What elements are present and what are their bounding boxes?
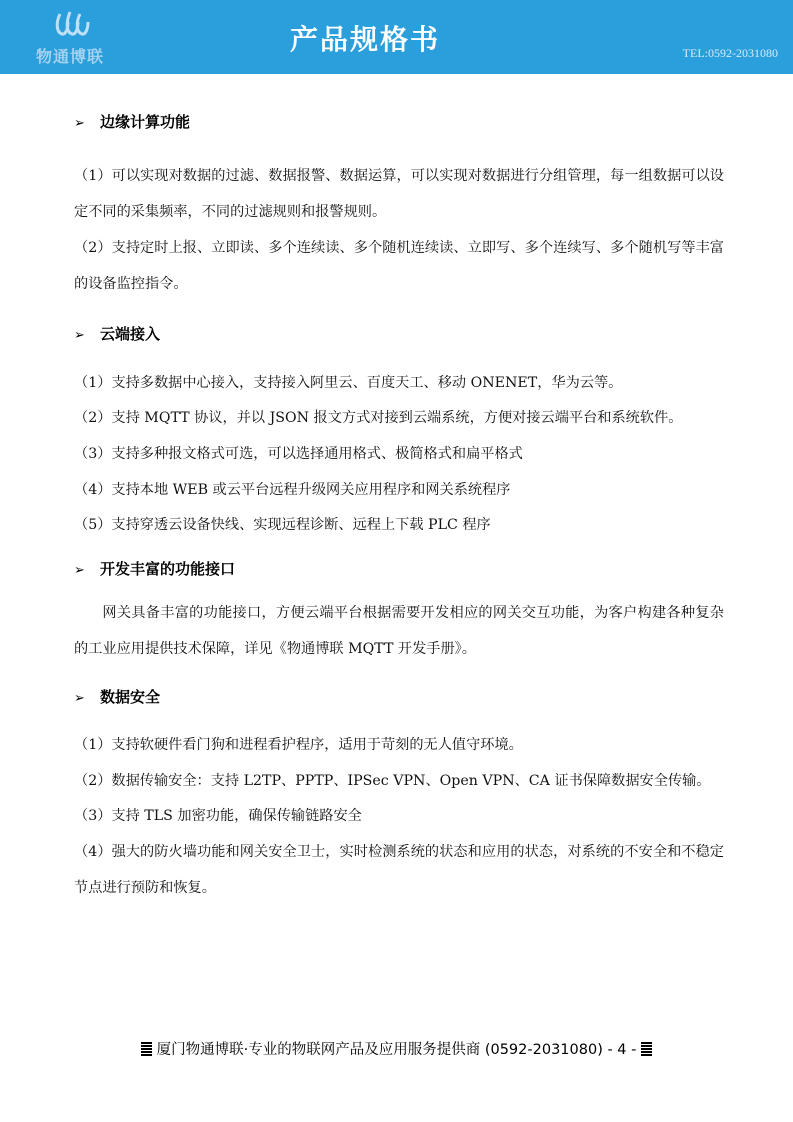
footer-square-icon [641, 1042, 652, 1056]
bullet-arrow-icon: ➢ [74, 116, 85, 131]
section-title-function-interface [74, 558, 235, 579]
paragraph: （2）支持 MQTT 协议，并以 JSON 报文方式对接到云端系统，方便对接云端平台和系统软件。 [74, 410, 683, 426]
bullet-arrow-icon: ➢ [74, 691, 85, 706]
paragraph: （4）支持本地 WEB 或云平台远程升级网关应用程序和网关系统程序 [74, 482, 511, 498]
section-title-text: 开发丰富的功能接口 [100, 560, 236, 578]
section-title-edge-computing [74, 111, 190, 132]
paragraph: （3）支持 TLS 加密功能，确保传输链路安全 [74, 808, 362, 824]
company-logo [22, 6, 118, 68]
paragraph: （2）支持定时上报、立即读、多个连续读、多个随机连续读、立即写、多个连续写、多个随机写等丰富的设备监控指令。 [74, 240, 724, 292]
section-title-text: 边缘计算功能 [100, 113, 191, 131]
logo-text: 物通博联 [35, 47, 104, 66]
paragraph: 网关具备丰富的功能接口，方便云端平台根据需要开发相应的网关交互功能，为客户构建各种复杂的工业应用提供技术保障，详见《物通博联 MQTT 开发手册》。 [74, 605, 724, 657]
paragraph: （1）可以实现对数据的过滤、数据报警、数据运算，可以实现对数据进行分组管理，每一组数据可以设定不同的采集频率，不同的过滤规则和报警规则。 [74, 168, 724, 220]
section-title-cloud-access [74, 323, 160, 344]
logo-mark-icon [52, 8, 92, 40]
footer-square-icon [141, 1042, 152, 1056]
paragraph: （2）数据传输安全：支持 L2TP、PPTP、IPSec VPN、Open VPN、CA 证书保障数据安全传输。 [74, 773, 711, 789]
footer-text: 厦门物通博联·专业的物联网产品及应用服务提供商 (0592-2031080) - 4 - [156, 1042, 637, 1058]
section-title-data-security [74, 686, 160, 707]
paragraph: （3）支持多种报文格式可选，可以选择通用格式、极简格式和扁平格式 [74, 446, 523, 462]
section-title-text: 数据安全 [100, 688, 161, 706]
paragraph: （1）支持多数据中心接入，支持接入阿里云、百度天工、移动 ONENET，华为云等。 [74, 375, 623, 391]
page-header [0, 0, 793, 74]
document-title: 产品规格书 [290, 23, 441, 56]
page-footer [0, 1038, 793, 1059]
bullet-arrow-icon: ➢ [74, 328, 85, 343]
paragraph: （1）支持软硬件看门狗和进程看护程序，适用于苛刻的无人值守环境。 [74, 737, 523, 753]
bullet-arrow-icon: ➢ [74, 563, 85, 578]
header-phone: TEL:0592-2031080 [682, 46, 778, 60]
paragraph: （4）强大的防火墙功能和网关安全卫士，实时检测系统的状态和应用的状态，对系统的不安全和不稳定节点进行预防和恢复。 [74, 844, 724, 896]
paragraph: （5）支持穿透云设备快线、实现远程诊断、远程上下载 PLC 程序 [74, 517, 491, 533]
section-title-text: 云端接入 [100, 325, 161, 343]
